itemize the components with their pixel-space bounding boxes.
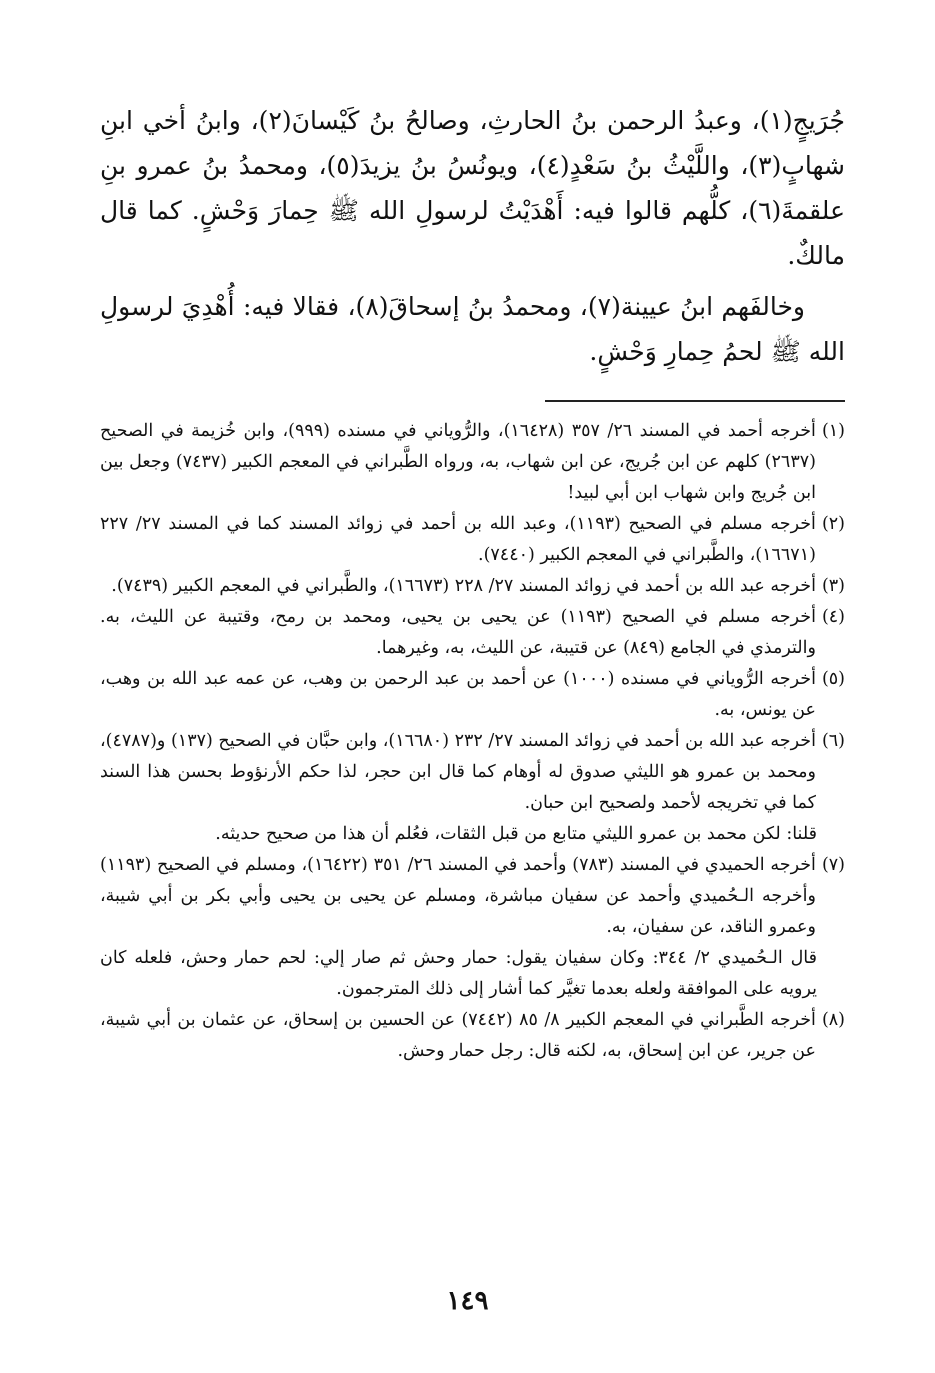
footnote-1 xyxy=(100,416,845,509)
footnotes-section xyxy=(100,416,845,1067)
main-paragraph-1: جُرَيجٍ(١)، وعبدُ الرحمن بنُ الحارثِ، وصالحُ بنُ كَيْسانَ(٢)، وابنُ أخي ابنِ شهابٍ(٣)، واللَّيْثُ بنُ سَعْدٍ(٤)، ويونُسُ بنُ يزيدَ(٥)، ومحمدُ بنُ عمرو بنِ علقمةَ(٦)، كلُّهم قالوا فيه: أَهْدَيْتُ لرسولِ الله ﷺ حِمارَ وَحْشٍ. كما قال مالكٌ. xyxy=(100,106,845,270)
footnote-number: (٤) xyxy=(821,607,845,627)
footnote-6-comment: قلنا: لكن محمد بن عمرو الليثي متابع من قبل الثقات، فعُلم أن هذا من صحيح حديثه. xyxy=(215,824,817,844)
main-paragraph-2: وخالفَهم ابنُ عيينة(٧)، ومحمدُ بنُ إسحاقَ(٨)، فقالا فيه: أُهْدِيَ لرسولِ الله ﷺ لحمُ حِمارِ وَحْشٍ. xyxy=(100,292,845,366)
footnote-2 xyxy=(100,509,845,571)
footnote-number: (٣) xyxy=(821,576,845,596)
footnote-text: أخرجه عبد الله بن أحمد في زوائد المسند ٢٧/ ٢٢٨ (١٦٦٧٣)، والطَّبراني في المعجم الكبير (٧٤٣٩). xyxy=(111,576,816,596)
book-page xyxy=(100,98,845,1358)
page-number: ١٤٩ xyxy=(446,1286,489,1316)
footnote-text: أخرجه الرُّوياني في مسنده (١٠٠٠) عن أحمد بن عبد الرحمن بن وهب، عن عمه عبد الله بن وهب، عن يونس، به. xyxy=(100,669,816,720)
footnote-number: (٧) xyxy=(821,855,845,875)
footnote-number: (٦) xyxy=(821,731,845,751)
footnote-3 xyxy=(100,571,845,602)
footnote-5 xyxy=(100,664,845,726)
main-text xyxy=(100,98,845,374)
footnote-6 xyxy=(100,726,845,819)
footnote-text: أخرجه الحميدي في المسند (٧٨٣) وأحمد في المسند ٢٦/ ٣٥١ (١٦٤٢٢)، ومسلم في الصحيح (١١٩٣) وأخرجه الـحُميدي وأحمد عن سفيان مباشرة، ومسلم عن يحيى بن يحيى وأبي بكر بن أبي شيبة، وعمرو الناقد، عن سفيان، به. xyxy=(100,855,816,937)
footnote-text: أخرجه أحمد في المسند ٢٦/ ٣٥٧ (١٦٤٢٨)، والرُّوياني في مسنده (٩٩٩)، وابن خُزيمة في الصحيح (٢٦٣٧) كلهم عن ابن جُريج، عن ابن شهاب، به، ورواه الطَّبراني في المعجم الكبير (٧٤٣٧) وجعل بين ابن جُريج وابن شهاب ابن أبي لبيد! xyxy=(100,421,816,503)
footnote-7-comment: قال الـحُميدي ٢/ ٣٤٤: وكان سفيان يقول: حمار وحش ثم صار إلي: لحم حمار وحش، فلعله كان يرويه على الموافقة ولعله بعدما تغيَّر كما أشار إلى ذلك المترجمون. xyxy=(100,948,817,999)
footnote-4 xyxy=(100,602,845,664)
footnote-8 xyxy=(100,1005,845,1067)
footnote-7 xyxy=(100,850,845,943)
footnote-number: (٥) xyxy=(821,669,845,689)
footnote-number: (٨) xyxy=(821,1010,845,1030)
footnote-text: أخرجه مسلم في الصحيح (١١٩٣)، وعبد الله بن أحمد في زوائد المسند كما في المسند ٢٧/ ٢٢٧ (١٦٦٧١)، والطَّبراني في المعجم الكبير (٧٤٤٠). xyxy=(100,514,816,565)
footnote-number: (١) xyxy=(821,421,845,441)
footnote-text: أخرجه عبد الله بن أحمد في زوائد المسند ٢٧/ ٢٣٢ (١٦٦٨٠)، وابن حبَّان في الصحيح (١٣٧) و(٤٧٨٧)، ومحمد بن عمرو هو الليثي صدوق له أوهام كما قال ابن حجر، لذا حكم الأرنؤوط بحسن هذا السند كما في تخريجه لأحمد ولصحيح ابن حبان. xyxy=(100,731,816,813)
footnote-separator xyxy=(545,400,845,402)
footnote-number: (٢) xyxy=(821,514,845,534)
footnote-text: أخرجه مسلم في الصحيح (١١٩٣) عن يحيى بن يحيى، ومحمد بن رمح، وقتيبة عن الليث، به. والترمذي في الجامع (٨٤٩) عن قتيبة، عن الليث، به، وغيرهما. xyxy=(100,607,816,658)
footnote-text: أخرجه الطَّبراني في المعجم الكبير ٨/ ٨٥ (٧٤٤٢) عن الحسين بن إسحاق، عن عثمان بن أبي شيبة، عن جرير، عن ابن إسحاق، به، لكنه قال: رجل حمار وحش. xyxy=(100,1010,816,1061)
